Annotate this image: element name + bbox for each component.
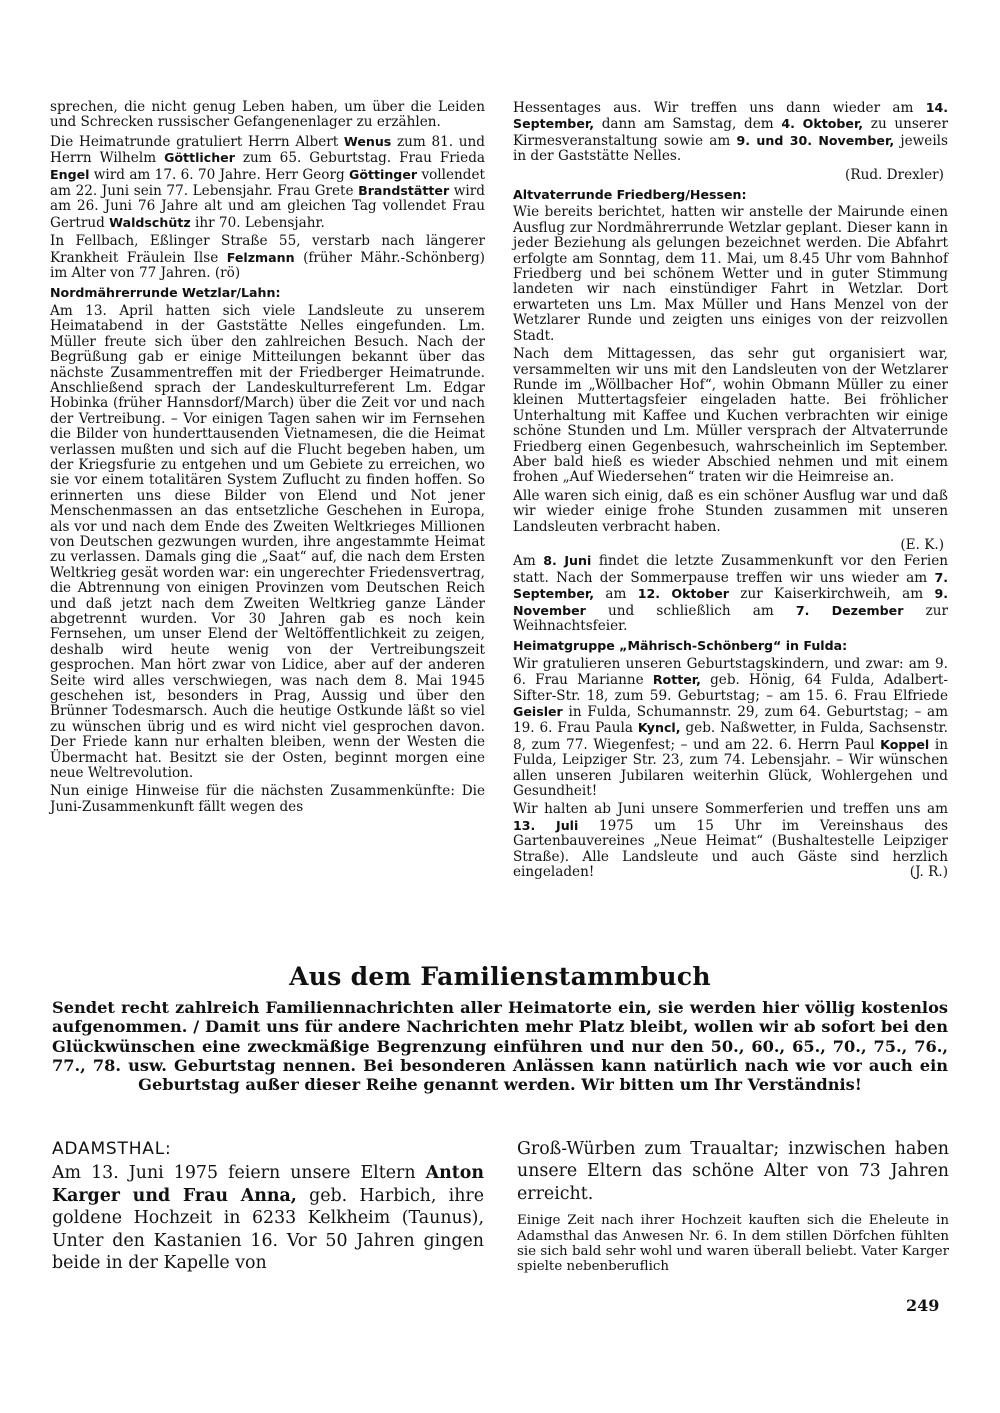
obituary-paragraph: In Fellbach, Eßlinger Straße 55, verstarb nach längerer Krankheit Fräulein Ilse Felzmann (früher Mähr.-Schönberg) im Alter von 77 Jahren. (rö)	[50, 233, 485, 282]
page-number: 249	[906, 1296, 940, 1315]
section-intro: Sendet recht zahlreich Familiennachrichten aller Heimatorte ein, sie werden hier völlig kostenlos aufgenommen. / Damit uns für andere Nachrichten mehr Platz bleibt, wollen wir ab sofort bei den Glückwünschen eine zweckmäßige Begrenzung einführen und nur den 50., 60., 65., 70., 75., 76., 77., 78. usw. Geburtstag nennen. Bei besonderen Anlässen kann natürlich nach wie vor auch ein Geburtstag außer dieser Reihe genannt werden. Wir bitten um Ihr Verständnis!	[52, 998, 948, 1095]
paragraph: Einige Zeit nach ihrer Hochzeit kauften sich die Eheleute in Adamsthal das Anwesen Nr. 6. In dem stillen Dörfchen fühlten sie sich bald sehr wohl und waren überall beliebt. Vater Karger spielte nebenberuflich	[517, 1213, 949, 1275]
bottom-left-column	[52, 1138, 484, 1278]
right-column	[513, 100, 948, 884]
paragraph: Am 13. April hatten sich viele Landsleute zu unserem Heimatabend in der Gaststätte Nelles eingefunden. Lm. Müller freute sich über den zahlreichen Besuch. Nach der Begrüßung gab er einige Mitteilungen bekannt über das nächste Zusammentreffen mit der Friedberger Heimatrunde. Anschließend sprach der Landeskulturreferent Lm. Edgar Hobinka (früher Hannsdorf/March) über die Zeit vor und nach der Vertreibung. – Vor einigen Tagen sahen wir im Fernsehen die Bilder von hunderttausenden Vietnamesen, die die Heimat verlassen mußten und sich auf die Flucht begeben haben, um der Kriegsfurie zu entgehen und um Gebiete zu erreichen, wo sie vor einem totalitären System Zuflucht zu finden hoffen. So erinnerten uns diese Bilder von Elend und Not jener Menschenmassen an das entsetzliche Geschehen in Europa, als vor und nach dem Ende des Zweiten Weltkrieges Millionen von Deutschen gezwungen wurden, ihre angestammte Heimat zu verlassen. Damals ging die „Saat“ auf, die nach dem Ersten Weltkrieg gesät worden war: ein ungerechter Friedensvertrag, die Abtrennung von einigen Provinzen vom Deutschen Reich und daß jetzt nach dem Zweiten Weltkrieg ganze Länder abgetrennt wurden. Vor 30 Jahren gab es noch kein Fernsehen, um unser Elend der Weltöffentlichkeit zu zeigen, deshalb wird heute wenig von der Vertreibungszeit gesprochen. Man hört zwar von Lidice, aber auf der anderen Seite wird alles verschwiegen, was nach dem 8. Mai 1945 geschehen ist, besonders in Prag, Aussig und über den Brünner Todesmarsch. Auch die heutige Ostkunde läßt so viel zu wünschen übrig und es wird nicht viel gesprochen davon. Der Friede kann nur erhalten bleiben, wenn der Westen die Übermacht hat. Besitzt sie der Osten, beginnt morgen eine neue Weltrevolution.	[50, 302, 485, 782]
section-heading: Heimatgruppe „Mährisch-Schönberg“ in Fulda:	[513, 638, 848, 654]
section-title: Aus dem Familienstammbuch	[289, 962, 711, 991]
section-heading: Altvaterrunde Friedberg/Hessen:	[513, 187, 747, 203]
birthday-paragraph: Die Heimatrunde gratuliert Herrn Albert Wenus zum 81. und Herrn Wilhelm Göttlicher zum 65. Geburtstag. Frau Frieda Engel wird am 17. 6. 70 Jahre. Herr Georg Göttinger vollendet am 22. Juni sein 77. Lebensjahr. Frau Grete Brandstätter wird am 26. Juni 76 Jahre alt und am gleichen Tag vollendet Frau Gertrud Waldschütz ihr 70. Lebensjahr.	[50, 133, 486, 231]
signature: (E. K.)	[900, 536, 944, 553]
location-heading: ADAMSTHAL:	[52, 1139, 172, 1159]
birthday-paragraph: Wir gratulieren unseren Geburtstagskindern, und zwar: am 9. 6. Frau Marianne Rotter, geb. Hönig, 64 Fulda, Adalbert-Sifter-Str. 18, zum 59. Geburtstag; – am 15. 6. Frau Elfriede Geisler in Fulda, Schumannstr. 29, zum 64. Geburtstag; – am 19. 6. Frau Paula Kyncl, geb. Naßwetter, in Fulda, Sachsenstr. 8, zum 77. Wiegenfest; – und am 22. 6. Herrn Paul Koppel in Fulda, Leipziger Str. 23, zum 74. Lebensjahr. – Wir wünschen allen unseren Jubilaren weiterhin Glück, Wohlergehen und Gesundheit!	[513, 655, 948, 800]
section-heading: Nordmährerrunde Wetzlar/Lahn:	[50, 285, 281, 301]
paragraph: Nun einige Hinweise für die nächsten Zusammenkünfte: Die Juni-Zusammenkunft fällt wegen des	[50, 783, 485, 815]
paragraph: Alle waren sich einig, daß es ein schöner Ausflug war und daß wir wieder einige frohe Stunden zusammen mit unseren Landsleuten verbracht haben.	[513, 487, 948, 535]
signature: (Rud. Drexler)	[845, 166, 944, 183]
bottom-right-column	[517, 1138, 949, 1279]
paragraph: Am 8. Juni findet die letzte Zusammenkunft vor den Ferien statt. Nach der Sommerpause treffen wir uns wieder am 7. September, am 12. Oktober zur Kaiserkirchweih, am 9. November und schließlich am 7. Dezember zur Weihnachtsfeier.	[513, 553, 949, 634]
signature: (J. R.)	[909, 864, 948, 881]
paragraph: Groß-Würben zum Traualtar; inzwischen haben unsere Eltern das schöne Alter von 73 Jahren erreicht.	[517, 1139, 949, 1204]
paragraph: Wie bereits berichtet, hatten wir anstelle der Mairunde einen Ausflug zur Nordmährerrunde Wetzlar geplant. Dieser kann in jeder Beziehung als gelungen bezeichnet werden. Die Abfahrt erfolgte am Sonntag, dem 11. Mai, um 8.45 Uhr vom Bahnhof Friedberg und bei schönem Wetter und in guter Stimmung landeten wir nach einstündiger Fahrt in Wetzlar. Dort erwarteten uns Lm. Max Müller und Hans Menzel von der Wetzlarer Runde und zeigten uns einiges von der reizvollen Stadt.	[513, 204, 948, 344]
paragraph: Nach dem Mittagessen, das sehr gut organisiert war, versammelten wir uns mit den Landsleuten von der Wetzlarer Runde im „Wöllbacher Hof“, wohin Obmann Müller zu einer kleinen Muttertagsfeier eingeladen hatte. Bei fröhlicher Unterhaltung mit Kaffee und Kuchen verbrachten wir einige schöne Stunden und Lm. Müller versprach der Altvaterrunde Friedberg einen Gegenbesuch, wahrscheinlich im September. Aber bald hieß es wieder Abschied nehmen und mit einem frohen „Auf Wiedersehen“ traten wir die Heimreise an.	[513, 346, 948, 486]
paragraph: Hessentages aus. Wir treffen uns dann wieder am 14. September, dann am Samstag, dem 4. Oktober, zu unserer Kirmesveranstaltung sowie am 9. und 30. November, jeweils in der Gaststätte Nelles.	[513, 100, 948, 165]
paragraph: Am 13. Juni 1975 feiern unsere Eltern Anton Karger und Frau Anna, geb. Harbich, ihre goldene Hochzeit in 6233 Kelkheim (Taunus), Unter den Kastanien 16. Vor 50 Jahren gingen beide in der Kapelle von	[52, 1163, 484, 1274]
paragraph: sprechen, die nicht genug Leben haben, um über die Leiden und Schrecken russischer Gefangenenlager zu erzählen.	[50, 99, 485, 131]
left-column	[50, 100, 485, 818]
paragraph: Wir halten ab Juni unsere Sommerferien und treffen uns am 13. Juli 1975 um 15 Uhr im Vereinshaus des Gartenbauvereines „Neue Heimat“ (Bushaltestelle Leipziger Straße). Alle Landsleute und auch Gäste sind herzlich eingeladen! (J. R.)	[513, 801, 949, 881]
